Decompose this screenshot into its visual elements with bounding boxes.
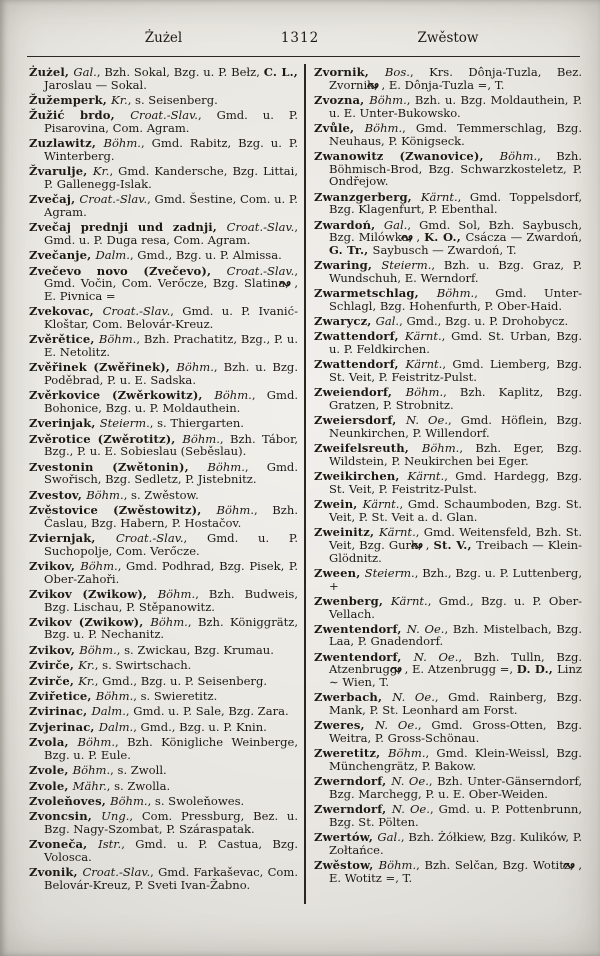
- entry-headword: Zvoncsin,: [29, 809, 102, 824]
- entry-text: , E. Dônja-Tuzla =, T.: [381, 77, 505, 92]
- region-label: N. Oe.: [375, 718, 418, 733]
- region-label: Böhm.: [157, 586, 196, 601]
- entry: [29, 764, 298, 777]
- region-label: Kr.: [111, 92, 128, 107]
- region-label: Böhm.: [207, 459, 245, 474]
- left-column: [29, 66, 298, 892]
- entry: [29, 736, 298, 761]
- region-label: Kärnt.: [405, 357, 443, 372]
- entry-headword: Zviřetice,: [29, 689, 96, 704]
- entry-text: , Bzh. Sokal, Bzg. u. P. Bełz,: [96, 65, 264, 79]
- region-label: Böhm.: [110, 793, 148, 808]
- region-label: Gal.: [73, 65, 97, 79]
- entry-text: , Gmd. Toppelsdorf, Bzg. Klagenfurt, P. Ebenthal.: [329, 189, 582, 217]
- entry-headword: Žužić brdo,: [29, 108, 131, 123]
- entry-text: , s. Zwickau, Bzg. Krumau.: [116, 642, 274, 657]
- column-divider-rule: [304, 64, 306, 904]
- entry-text: , Gmd. Bohonice, Bzg. u. P. Moldauthein.: [44, 388, 299, 415]
- region-label: Böhm.: [214, 388, 252, 403]
- entry-bold-abbrev: C. L.,: [263, 65, 298, 79]
- entry: [314, 386, 582, 411]
- entry: [29, 165, 298, 190]
- entry-text: , Gmd. u. P. Pisarovina, Com. Agram.: [44, 108, 298, 135]
- region-label: Böhm.: [499, 148, 538, 163]
- entry-headword: Zvečanje,: [29, 248, 96, 263]
- entry-headword: Zvirče,: [29, 673, 79, 688]
- entry-headword: Zwenberg,: [314, 593, 391, 608]
- entry-text: Treibach — Klein-Glödnitz.: [329, 537, 582, 565]
- region-label: N. Oe.: [391, 802, 430, 817]
- entry-text: , Gmd. Klein-Weissl, Bzg. Münchengrätz, P. Bakow.: [329, 746, 582, 774]
- entry: [29, 109, 298, 134]
- region-label: Steierm.: [99, 416, 150, 431]
- entry-text: , Gmd. Farkaševac, Com. Belovár-Kreuz, P. Sveti Ivan-Žabno.: [44, 865, 298, 892]
- region-label: Böhm.: [378, 858, 417, 873]
- entry-headword: Zvekovac,: [29, 304, 103, 319]
- entry-text: , Gmd., Bzg. u. P. Knin.: [133, 719, 267, 734]
- entry-headword: Zvečaj prednji und zadnji,: [29, 220, 227, 235]
- entry: [29, 489, 298, 502]
- entry-bold-abbrev: D. D.,: [516, 662, 558, 677]
- entry-headword: Zwentendorf,: [314, 649, 414, 664]
- entry-text: , Gmd. Weitensfeld, Bzh. St. Veit, Bzg. Gurk,: [329, 525, 582, 552]
- region-label: Böhm.: [72, 763, 111, 778]
- entry-headword: Zvestonin (Zwětonin),: [29, 459, 208, 474]
- region-label: Bos.: [384, 65, 410, 79]
- entry: [29, 94, 298, 107]
- entry-text: , Gmd., Bzg. u. P. Drohobycz.: [399, 314, 569, 329]
- entry: [29, 249, 298, 262]
- region-label: Croat.-Slav.: [130, 108, 198, 123]
- entry-headword: Zvole,: [29, 763, 73, 778]
- entry-text: , s. Seisenberg.: [127, 92, 218, 107]
- entry-headword: Žvarulje,: [29, 164, 93, 179]
- entry: [29, 588, 298, 613]
- region-label: Kärnt.: [420, 189, 458, 204]
- entry-text: , s. Zwoll.: [110, 763, 167, 778]
- entry: [29, 433, 298, 458]
- entry-text: Linz ∼ Wien, T.: [329, 662, 583, 690]
- entry-headword: Zwaring,: [314, 258, 382, 273]
- entry: [29, 560, 298, 585]
- entry-headword: Zvirče,: [29, 658, 79, 673]
- entry-headword: Zwertów,: [314, 830, 378, 845]
- entry-headword: Zvečevo novo (Zvečevo),: [29, 263, 227, 278]
- region-label: Croat.-Slav.: [226, 263, 295, 278]
- entry-text: , Bzh. Selčan, Bzg. Wotitz,: [416, 858, 579, 873]
- entry: [29, 137, 298, 162]
- entry: [29, 305, 298, 330]
- region-label: Croat.-Slav.: [115, 530, 184, 545]
- entry-headword: Zweretitz,: [314, 746, 389, 761]
- entry-text: , Gmd. Liemberg, Bzg. St. Veit, P. Feistritz-Pulst.: [329, 357, 582, 385]
- entry-text: , s. Swirtschach.: [94, 658, 192, 673]
- entry: [29, 644, 298, 657]
- region-label: Croat.-Slav.: [79, 192, 148, 207]
- entry: [314, 623, 582, 648]
- entry-text: , Bzh. Časlau, Bzg. Habern, P. Hostačov.: [44, 502, 298, 530]
- entry-headword: Zweiendorf,: [314, 385, 406, 400]
- entry-text: , Gmd. Šestine, Com. u. P. Agram.: [44, 192, 298, 219]
- entry: [314, 219, 582, 257]
- region-label: Gal.: [375, 314, 400, 329]
- entry-headword: Zvirinac,: [29, 704, 92, 719]
- region-label: Dalm.: [91, 704, 126, 719]
- entry: [314, 122, 582, 147]
- entry: [314, 287, 582, 312]
- entry-headword: Zweikirchen,: [314, 469, 408, 484]
- region-label: Böhm.: [98, 332, 137, 347]
- entry-text: , s. Zwolla.: [106, 778, 171, 793]
- entry-headword: Zvůle,: [314, 120, 365, 135]
- entry: [314, 595, 582, 620]
- entry-headword: Zvonik,: [29, 865, 83, 880]
- region-label: Mähr.: [72, 778, 107, 793]
- entry: [314, 719, 582, 744]
- entry-text: , Gmd. Podhrad, Bzg. Pisek, P. Ober-Zahoři.: [44, 558, 298, 586]
- entry-headword: Zwein,: [314, 497, 363, 512]
- entry: [29, 461, 298, 486]
- entry: [314, 330, 582, 355]
- entry-headword: Zwanowitz (Zwanovice),: [314, 148, 500, 163]
- entry-text: , Gmd. Temmerschlag, Bzg. Neuhaus, P. Königseck.: [329, 120, 582, 148]
- entry-text: , Bzh. Königgrätz, Bzg. u. P. Nechanitz.: [44, 614, 299, 642]
- entry-text: , Bzh. Tulln, Bzg. Atzenbrugg,: [329, 649, 583, 677]
- entry-text: , s. Swoleňowes.: [147, 793, 245, 808]
- entry-headword: Zweiersdorf,: [314, 413, 406, 428]
- entry-text: , E. Wotitz =, T.: [329, 858, 582, 885]
- region-label: Croat.-Slav.: [82, 865, 151, 880]
- entry-text: , Bzh., Bzg. u. P. Luttenberg, +: [329, 565, 582, 593]
- entry: [314, 315, 582, 328]
- right-guideword: Zwěstow: [417, 30, 479, 46]
- entry-headword: Zvornik,: [314, 65, 385, 79]
- region-label: Böhm.: [176, 360, 214, 375]
- entry: [29, 780, 298, 793]
- region-label: Böhm.: [216, 502, 255, 517]
- entry: [29, 532, 298, 557]
- entry-headword: Zvjerinac,: [29, 719, 99, 734]
- entry-headword: Zween,: [314, 565, 365, 580]
- region-label: Kärnt.: [362, 497, 400, 512]
- region-label: Böhm.: [388, 746, 426, 761]
- entry-headword: Zweifelsreuth,: [314, 441, 422, 456]
- entry-text: , Bzh. u. Bzg. Graz, P. Wundschuh, E. Werndorf.: [329, 258, 582, 285]
- region-label: Dalm.: [98, 719, 134, 734]
- region-label: Kärnt.: [378, 525, 416, 540]
- entry-headword: Zwattendorf,: [314, 329, 405, 344]
- region-label: Ung.: [101, 809, 130, 824]
- entry: [29, 810, 298, 835]
- entry-headword: Zwardoń,: [314, 217, 384, 232]
- entry: [29, 659, 298, 672]
- region-label: Böhm.: [182, 431, 220, 446]
- entry-text: , Gmd. u. P. Ivanić-Kloštar, Com. Belovár-Kreuz.: [44, 304, 298, 331]
- region-label: N. Oe.: [391, 774, 429, 789]
- header-rule: [27, 56, 580, 57]
- entry-text: , Gmd. Unter-Schlagl, Bzg. Hohenfurth, P. Ober-Haid.: [329, 286, 583, 313]
- entry-headword: Zwattendorf,: [314, 357, 406, 372]
- entry-text: , Bzh. Eger, Bzg. Wildstein, P. Neukirchen bei Eger.: [329, 441, 582, 468]
- region-label: Kärnt.: [407, 469, 445, 484]
- entry-headword: Zuzlawitz,: [29, 136, 104, 151]
- region-label: Steierm.: [381, 258, 432, 273]
- region-label: Böhm.: [436, 286, 475, 301]
- entry-headword: Zvikov (Zwikow),: [29, 586, 158, 601]
- entry-headword: Zvěstovice (Zwěstowitz),: [29, 502, 217, 517]
- region-label: Kärnt.: [390, 593, 428, 608]
- entry-headword: Zvěrkovice (Zwěrkowitz),: [29, 388, 215, 403]
- entry: [314, 191, 582, 216]
- entry-text: , Gmd., Bzg. u. P. Ober-Vellach.: [329, 593, 582, 621]
- region-label: Böhm.: [405, 385, 444, 400]
- entry: [314, 150, 582, 188]
- entry: [29, 361, 298, 386]
- entry-headword: Zvestov,: [29, 487, 87, 502]
- entry-text: , s. Swieretitz.: [133, 689, 218, 704]
- entry-headword: Zwěstow,: [314, 858, 379, 873]
- entry-text: Csácza — Zwardoń,: [465, 230, 582, 245]
- entry-headword: Zvěřinek (Zwěřinek),: [29, 360, 177, 375]
- region-label: Böhm.: [421, 441, 460, 456]
- entry: [29, 795, 298, 808]
- entry-text: , Gmd. u. P. Castua, Bzg. Volosca.: [44, 837, 299, 864]
- entry-text: , Gmd. Vočin, Com. Verőcze, Bzg. Slatina,: [44, 263, 298, 291]
- entry: [314, 498, 582, 523]
- entry: [314, 691, 582, 716]
- entry-headword: Zwerbach,: [314, 690, 393, 705]
- region-label: Steierm.: [364, 565, 415, 580]
- entry-text: , Gmd. Rabitz, Bzg. u. P. Winterberg.: [44, 136, 298, 163]
- entry-text: Saybusch — Zwardoń, T.: [372, 242, 517, 257]
- entry-text: , Bzh. Kaplitz, Bzg. Gratzen, P. Strobnitz.: [329, 385, 582, 413]
- entry: [29, 838, 298, 863]
- entry-text: , Bzh. Unter-Gänserndorf, Bzg. Marchegg, P. u. E. Ober-Weiden.: [329, 774, 582, 801]
- region-label: Kr.: [78, 658, 95, 673]
- entry: [314, 259, 582, 284]
- region-label: Böhm.: [80, 558, 118, 573]
- region-label: Kr.: [78, 673, 95, 688]
- entry-text: , Gmd. Swořisch, Bzg. Sedletz, P. Jistebnitz.: [44, 459, 298, 487]
- entry: [29, 616, 298, 641]
- entry-text: , Com. Pressburg, Bez. u. Bzg. Nagy-Szombat, P. Száraspatak.: [44, 809, 299, 836]
- entry: [29, 193, 298, 218]
- entry-text: Jaroslau — Sokal.: [44, 77, 147, 92]
- region-label: N. Oe.: [406, 621, 445, 636]
- region-label: Böhm.: [103, 136, 141, 151]
- entry-headword: Žužemperk,: [29, 92, 112, 107]
- entry-headword: Zvoneča,: [29, 837, 99, 852]
- entry: [314, 414, 582, 439]
- entry: [29, 333, 298, 358]
- entry: [314, 442, 582, 467]
- region-label: N. Oe.: [413, 649, 459, 664]
- entry-text: , Gmd. Sol, Bzh. Saybusch, Bzg. Milówka,: [329, 217, 582, 245]
- entry: [314, 470, 582, 495]
- entry: [29, 690, 298, 703]
- entry-headword: Zvikov (Zwikow),: [29, 614, 151, 629]
- region-label: Böhm.: [79, 642, 117, 657]
- entry: [29, 66, 298, 91]
- entry-headword: Zvečaj,: [29, 192, 80, 207]
- entry-text: , Gmd., Bzg. u. P. Almissa.: [129, 248, 282, 263]
- entry-text: , Krs. Dônja-Tuzla, Bez. Zvornik,: [329, 65, 582, 92]
- entry: [314, 651, 582, 689]
- entry-headword: Zweres,: [314, 718, 376, 733]
- entry: [29, 705, 298, 718]
- region-label: Gal.: [377, 830, 401, 845]
- entry: [29, 721, 298, 734]
- region-label: N. Oe.: [405, 413, 449, 428]
- entry-headword: Zvole,: [29, 778, 73, 793]
- region-label: Böhm.: [95, 689, 134, 704]
- region-label: Croat.-Slav.: [226, 220, 295, 235]
- entry: [29, 866, 298, 891]
- entry-headword: Zweinitz,: [314, 525, 379, 540]
- entry: [314, 66, 582, 91]
- entry-headword: Zvola,: [29, 735, 78, 750]
- region-label: Böhm.: [369, 92, 407, 107]
- region-label: N. Oe.: [392, 690, 435, 705]
- entry-bold-abbrev: G. Tr.,: [329, 242, 373, 257]
- entry-headword: Zvěrětice,: [29, 332, 99, 347]
- entry-text: , Bzh. u. Bzg. Moldauthein, P. u. E. Unter-Bukowsko.: [329, 92, 582, 120]
- entry-headword: Zwanzgerberg,: [314, 189, 421, 204]
- entry: [314, 859, 582, 884]
- entry-text: , Gmd. St. Urban, Bzg. u. P. Feldkirchen.: [329, 329, 582, 357]
- entry-headword: Zvoleňoves,: [29, 793, 111, 808]
- entry-headword: Zvikov,: [29, 642, 80, 657]
- entry-text: , Bzh. Budweis, Bzg. Lischau, P. Stěpanowitz.: [44, 586, 298, 614]
- entry: [29, 221, 298, 246]
- entry-headword: Zvěrotice (Zwěrotitz),: [29, 431, 183, 446]
- entry: [314, 747, 582, 772]
- entry: [314, 94, 582, 119]
- entry-headword: Zwerndorf,: [314, 774, 392, 789]
- entry: [29, 389, 298, 414]
- entry-bold-abbrev: K. O.,: [424, 230, 466, 245]
- region-label: Böhm.: [150, 614, 188, 629]
- region-label: Böhm.: [77, 735, 116, 750]
- region-label: Kärnt.: [404, 329, 442, 344]
- left-guideword: Żużel: [144, 30, 183, 46]
- entry: [314, 526, 582, 564]
- entry-headword: Zvozna,: [314, 92, 370, 107]
- entry-text: , Gmd. u. P. Pottenbrunn, Bzg. St. Pölten.: [329, 802, 582, 829]
- entry-headword: Zwarmetschlag,: [314, 286, 437, 301]
- entry: [29, 265, 298, 303]
- region-label: Istr.: [98, 837, 122, 852]
- entry-text: , s. Zwěstow.: [123, 487, 199, 502]
- region-label: Böhm.: [364, 120, 403, 135]
- entry-bold-abbrev: St. V.,: [433, 537, 477, 552]
- entry-headword: Żużel,: [29, 65, 74, 79]
- entry-text: , Gmd. u. P. Duga resa, Com. Agram.: [44, 220, 298, 247]
- entry-headword: Zvikov,: [29, 558, 81, 573]
- entry-text: , Bzh. Mistelbach, Bzg. Laa, P. Gnadendorf.: [329, 621, 582, 649]
- entry-text: ,: [416, 230, 425, 245]
- entry-headword: Zwarycz,: [314, 314, 376, 329]
- entry-text: , Gmd. Schaumboden, Bzg. St. Veit, P. St. Veit a. d. Glan.: [329, 497, 582, 524]
- entry-text: , Bzh. Prachatitz, Bzg., P. u. E. Netolitz.: [44, 332, 298, 359]
- entry-text: , Bzh. Königliche Weinberge, Bzg. u. P. Eule.: [44, 735, 298, 762]
- entry-text: , Gmd., Bzg. u. P. Seisenberg.: [94, 673, 268, 688]
- page-header: [0, 30, 600, 52]
- entry-text: , s. Thiergarten.: [149, 416, 244, 431]
- entry-text: ,: [425, 537, 434, 552]
- entry: [29, 504, 298, 529]
- entry-text: , Gmd. Rainberg, Bzg. Mank, P. St. Leonhard am Forst.: [329, 690, 582, 718]
- entry-text: , Bzh. Tábor, Bzg., P. u. E. Sobieslau (Seběslau).: [44, 431, 298, 459]
- entry: [29, 675, 298, 688]
- entry: [314, 567, 582, 592]
- entry: [314, 358, 582, 383]
- entry-text: , Bzh. u. Bzg. Poděbrad, P. u. E. Sadska.: [44, 360, 298, 387]
- region-label: Croat.-Slav.: [102, 304, 171, 319]
- entry-headword: Zviernjak,: [29, 530, 116, 545]
- entry-text: , Gmd. Höflein, Bzg. Neunkirchen, P. Willendorf.: [329, 413, 582, 440]
- entry: [29, 417, 298, 430]
- region-label: Dalm.: [95, 248, 130, 263]
- entry: [314, 803, 582, 828]
- right-column: [314, 66, 582, 885]
- entry-text: , Gmd. Kandersche, Bzg. Littai, P. Gallenegg-Islak.: [44, 164, 298, 191]
- entry-text: , Bzh. Żółkiew, Bzg. Kulików, P. Zołtańce.: [329, 830, 582, 857]
- region-label: Kr.: [92, 164, 110, 179]
- entry-text: , E. Atzenbrugg =,: [404, 662, 517, 677]
- entry-headword: Zwerndorf,: [314, 802, 392, 817]
- entry-text: , E. Pivnica =: [44, 276, 298, 303]
- entry-headword: Zverinjak,: [29, 416, 100, 431]
- entry: [314, 831, 582, 856]
- region-label: Gal.: [383, 217, 408, 232]
- entry-headword: Zwentendorf,: [314, 621, 407, 636]
- entry-text: , Gmd. Gross-Otten, Bzg. Weitra, P. Gross-Schönau.: [329, 718, 582, 746]
- region-label: Böhm.: [86, 487, 124, 502]
- entry-text: , Gmd. u. P. Suchopolje, Com. Verőcze.: [44, 530, 299, 558]
- entry-text: , Gmd. u. P. Sale, Bzg. Zara.: [125, 704, 289, 719]
- entry-text: , Bzh. Böhmisch-Brod, Bzg. Schwarzkosteletz, P. Ondřejow.: [329, 148, 582, 189]
- page-number: 1312: [280, 30, 320, 46]
- entry: [314, 775, 582, 800]
- entry-text: , Gmd. Hardegg, Bzg. St. Veit, P. Feistritz-Pulst.: [329, 469, 583, 496]
